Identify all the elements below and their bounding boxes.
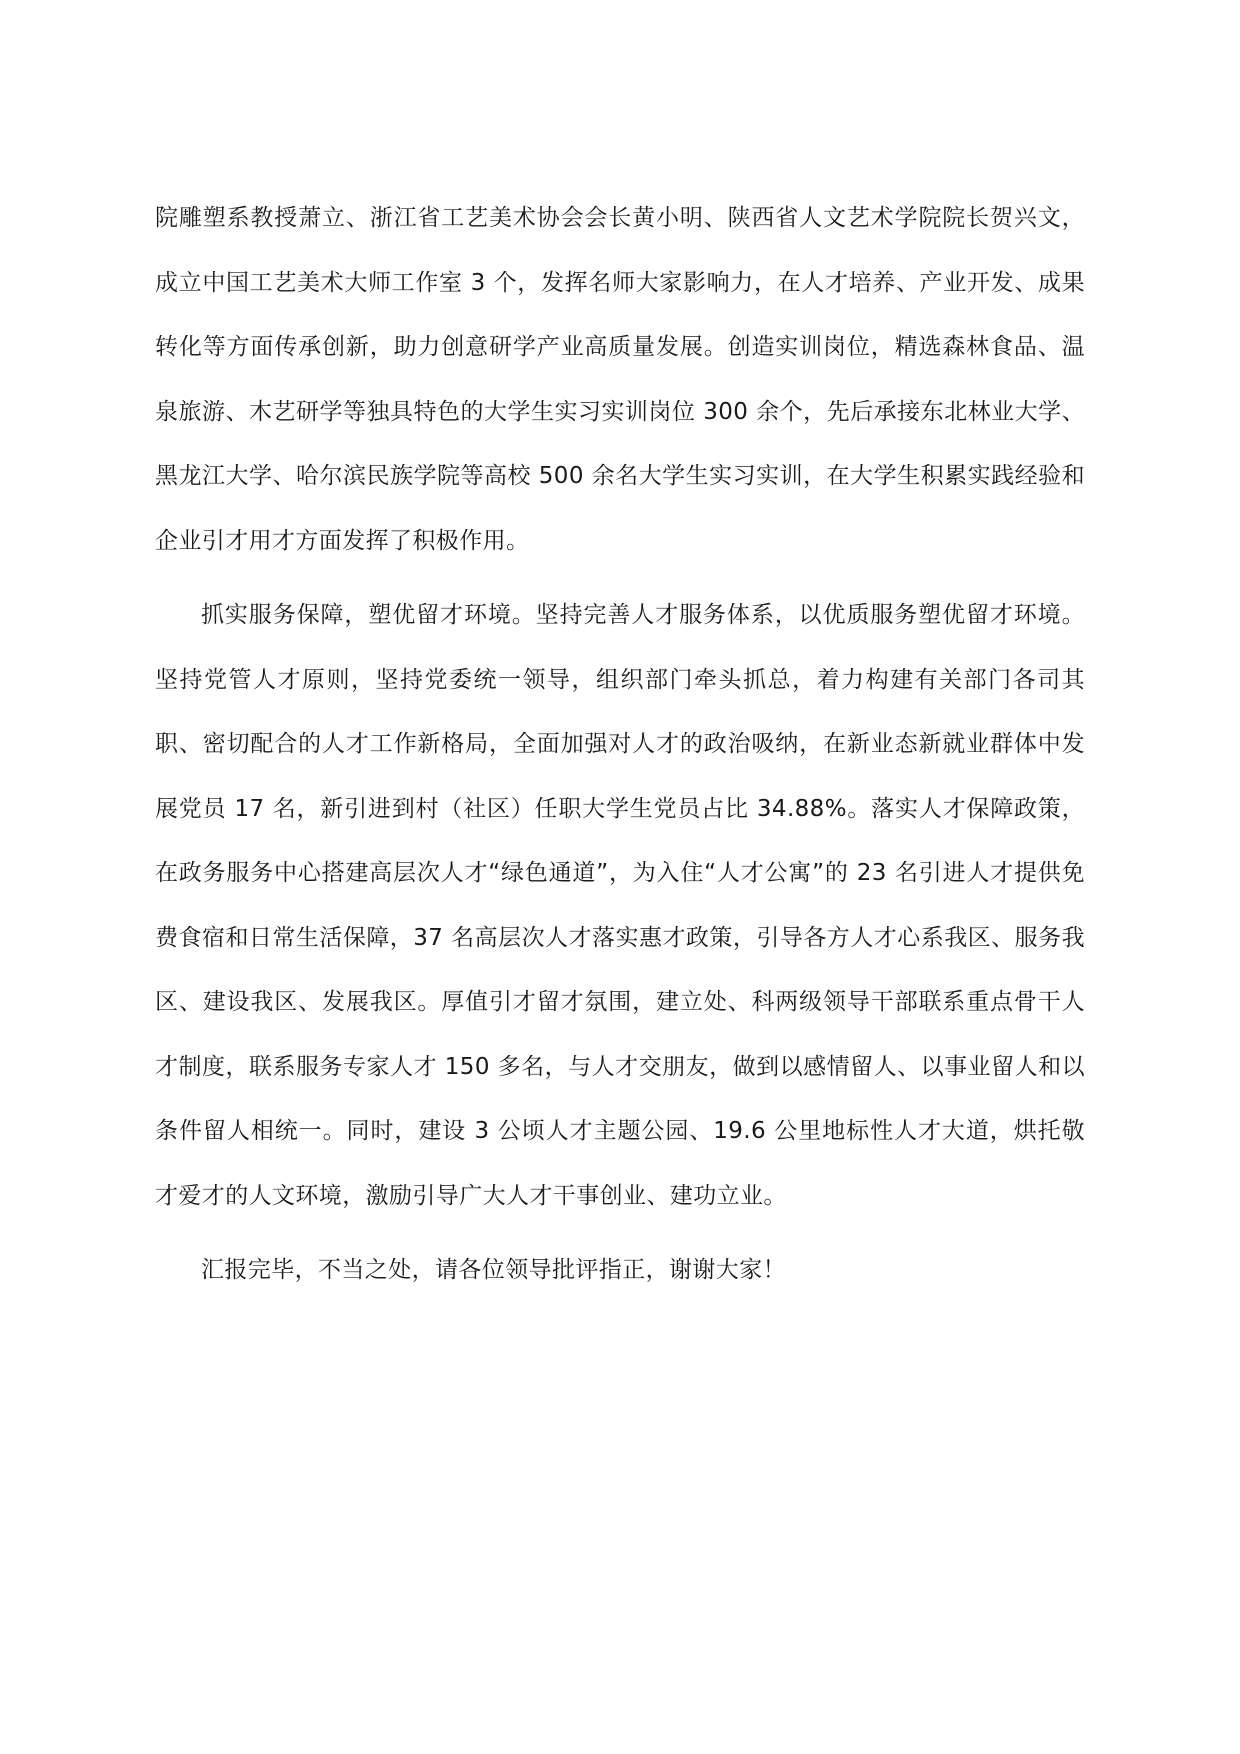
paragraph-service-guarantee: 抓实服务保障，塑优留才环境。坚持完善人才服务体系，以优质服务塑优留才环境。坚持党管人才原则，坚持党委统一领导，组织部门牵头抓总，着力构建有关部门各司其职、密切配合的人才工作新格局，全面加强对人才的政治吸纳，在新业态新就业群体中发展党员 17 名，新引进到村（社区）任职大学生党员占比 34.88%。落实人才保障政策，在政务服务中心搭建高层次人才“绿色通道”，为入住“人才公寓”的 23 名引进人才提供免费食宿和日常生活保障，37 名高层次人才落实惠才政策，引导各方人才心系我区、服务我区、建设我区、发展我区。厚值引才留才氛围，建立处、科两级领导干部联系重点骨干人才制度，联系服务专家人才 150 多名，与人才交朋友，做到以感情留人、以事业留人和以条件留人相统一。同时，建设 3 公顷人才主题公园、19.6 公里地标性人才大道，烘托敬才爱才的人文环境，激励引导广大人才干事创业、建功立业。 [155,602,1085,1209]
paragraph-closing: 汇报完毕，不当之处，请各位领导批评指正，谢谢大家！ [201,1257,786,1283]
document-body [155,186,1085,1303]
paragraph-talent-cultivation: 院雕塑系教授萧立、浙江省工艺美术协会会长黄小明、陕西省人文艺术学院院长贺兴文，成立中国工艺美术大师工作室 3 个，发挥名师大家影响力，在人才培养、产业开发、成果转化等方面传承创新，助力创意研学产业高质量发展。创造实训岗位，精选森林食品、温泉旅游、木艺研学等独具特色的大学生实习实训岗位 300 余个，先后承接东北林业大学、黑龙江大学、哈尔滨民族学院等高校 500 余名大学生实习实训，在大学生积累实践经验和企业引才用才方面发挥了积极作用。 [155,205,1085,554]
paragraph-gap [155,1228,1085,1238]
paragraph-gap [155,573,1085,583]
